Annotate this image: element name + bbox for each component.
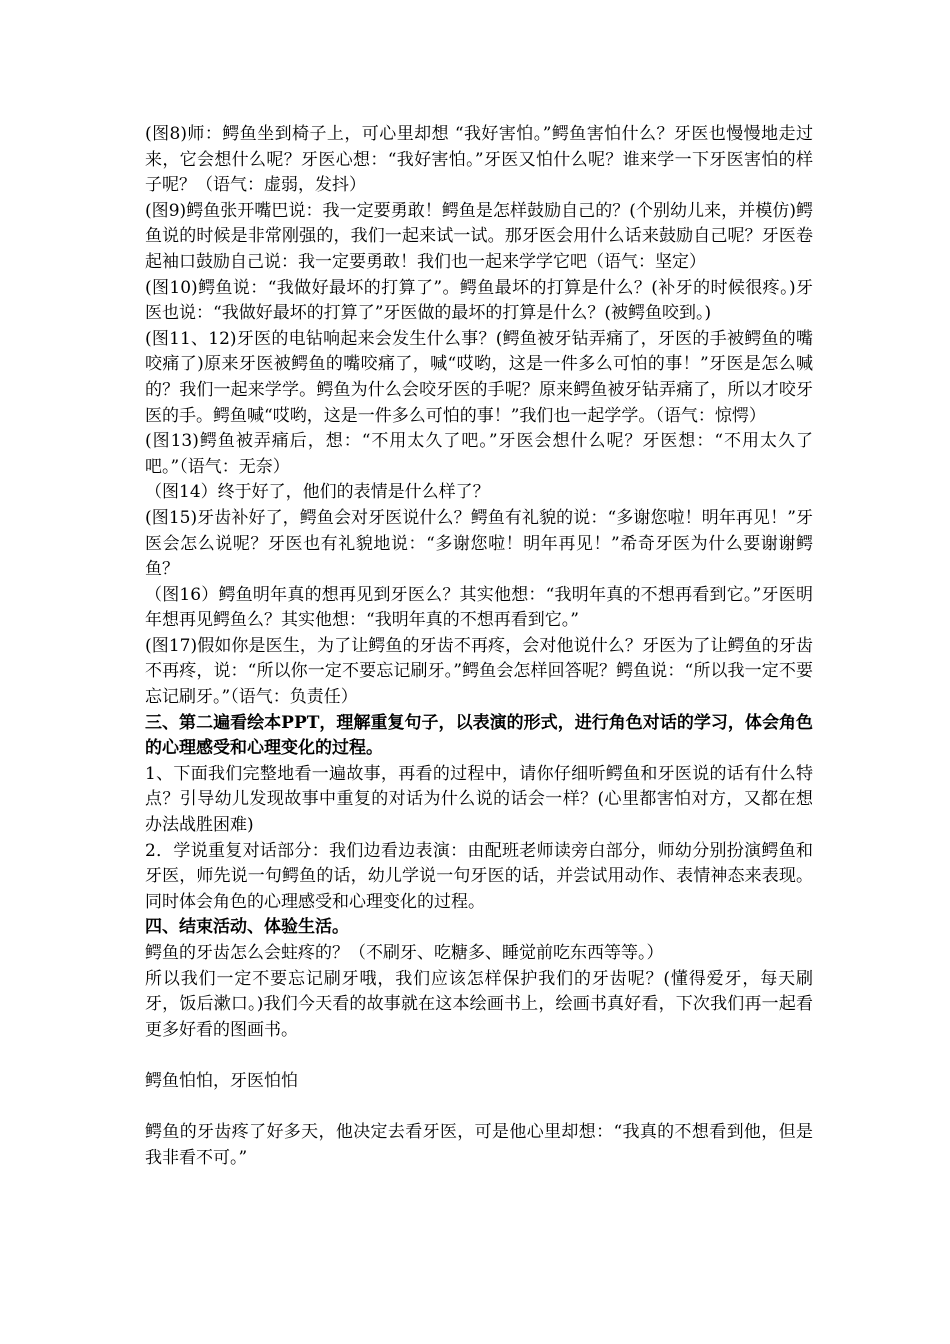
paragraph-fig11-12: (图11、12)牙医的电钻响起来会发生什么事？(鳄鱼被牙钻弄痛了，牙医的手被鳄鱼的嘴咬痛了)原来牙医被鳄鱼的嘴咬痛了，喊“哎哟，这是一件多么可怕的事！”牙医是怎么喊的？我们一起来学学。鳄鱼为什么会咬牙医的手呢？原来鳄鱼被牙钻弄痛了，所以才咬牙医的手。鳄鱼喊“哎哟，这是一件多么可怕的事！”我们也一起学学。（语气：惊愕） bbox=[145, 328, 813, 426]
section-heading-3: 三、第二遍看绘本PPT，理解重复句子，以表演的形式，进行角色对话的学习，体会角色的心理感受和心理变化的过程。 bbox=[145, 712, 813, 759]
paragraph-fig10: (图10)鳄鱼说：“我做好最坏的打算了”。鳄鱼最坏的打算是什么？(补牙的时候很疼。)牙医也说：“我做好最坏的打算了”牙医做的最坏的打算是什么？(被鳄鱼咬到。) bbox=[145, 277, 813, 324]
section4-item-2: 所以我们一定不要忘记刷牙哦，我们应该怎样保护我们的牙齿呢？(懂得爱牙，每天刷牙，饭后漱口。)我们今天看的故事就在这本绘画书上，绘画书真好看，下次我们再一起看更多好看的图画书。 bbox=[145, 968, 813, 1040]
document-page bbox=[145, 122, 813, 1171]
section3-item-1: 1、下面我们完整地看一遍故事，再看的过程中，请你仔细听鳄鱼和牙医说的话有什么特点？引导幼儿发现故事中重复的对话为什么说的话会一样？(心里都害怕对方，又都在想办法战胜困难) bbox=[145, 763, 813, 836]
paragraph-fig9: (图9)鳄鱼张开嘴巴说：我一定要勇敢！鳄鱼是怎样鼓励自己的？(个别幼儿来，并模仿)鳄鱼说的时候是非常刚强的，我们一起来试一试。那牙医会用什么话来鼓励自己呢？牙医卷起袖口鼓励自己说：我一定要勇敢！我们也一起来学学它吧（语气：坚定） bbox=[145, 200, 813, 272]
paragraph-fig8: (图8)师：鳄鱼坐到椅子上，可心里却想 “我好害怕。”鳄鱼害怕什么？牙医也慢慢地走过来，它会想什么呢？牙医心想：“我好害怕。”牙医又怕什么呢？谁来学一下牙医害怕的样子呢？（语气：虚弱，发抖） bbox=[145, 124, 813, 196]
story-first-paragraph: 鳄鱼的牙齿疼了好多天，他决定去看牙医，可是他心里却想：“我真的不想看到他，但是我非看不可。” bbox=[145, 1122, 813, 1168]
paragraph-fig13: (图13)鳄鱼被弄痛后，想：“不用太久了吧。”牙医会想什么呢？牙医想：“不用太久了吧。”（语气：无奈） bbox=[145, 431, 813, 477]
blank-line bbox=[145, 1095, 813, 1121]
paragraph-fig14: （图14）终于好了，他们的表情是什么样了？ bbox=[145, 482, 490, 503]
paragraph-fig15: (图15)牙齿补好了，鳄鱼会对牙医说什么？鳄鱼有礼貌的说：“多谢您啦！明年再见！”牙医会怎么说呢？牙医也有礼貌地说：“多谢您啦！明年再见！”希奇牙医为什么要谢谢鳄鱼？ bbox=[145, 507, 813, 580]
section3-item-2: 2．学说重复对话部分：我们边看边表演：由配班老师读旁白部分，师幼分别扮演鳄鱼和牙医，师先说一句鳄鱼的话，幼儿学说一句牙医的话，并尝试用动作、表情神态来表现。同时体会角色的心理感受和心理变化的过程。 bbox=[145, 840, 813, 912]
blank-line bbox=[145, 1043, 813, 1069]
section4-item-1: 鳄鱼的牙齿怎么会蛀疼的？（不刷牙、吃糖多、睡觉前吃东西等等。） bbox=[145, 943, 664, 963]
paragraph-fig16: （图16）鳄鱼明年真的想再见到牙医么？其实他想：“我明年真的不想再看到它。”牙医明年想再见鳄鱼么？其实他想：“我明年真的不想再看到它。” bbox=[145, 584, 813, 631]
story-title: 鳄鱼怕怕，牙医怕怕 bbox=[145, 1070, 298, 1091]
section-heading-4: 四、结束活动、体验生活。 bbox=[145, 917, 349, 938]
paragraph-fig17: (图17)假如你是医生，为了让鳄鱼的牙齿不再疼，会对他说什么？牙医为了让鳄鱼的牙齿不再疼，说：“所以你一定不要忘记刷牙。”鳄鱼会怎样回答呢？鳄鱼说：“所以我一定不要忘记刷牙。”（语气：负责任） bbox=[145, 635, 813, 708]
